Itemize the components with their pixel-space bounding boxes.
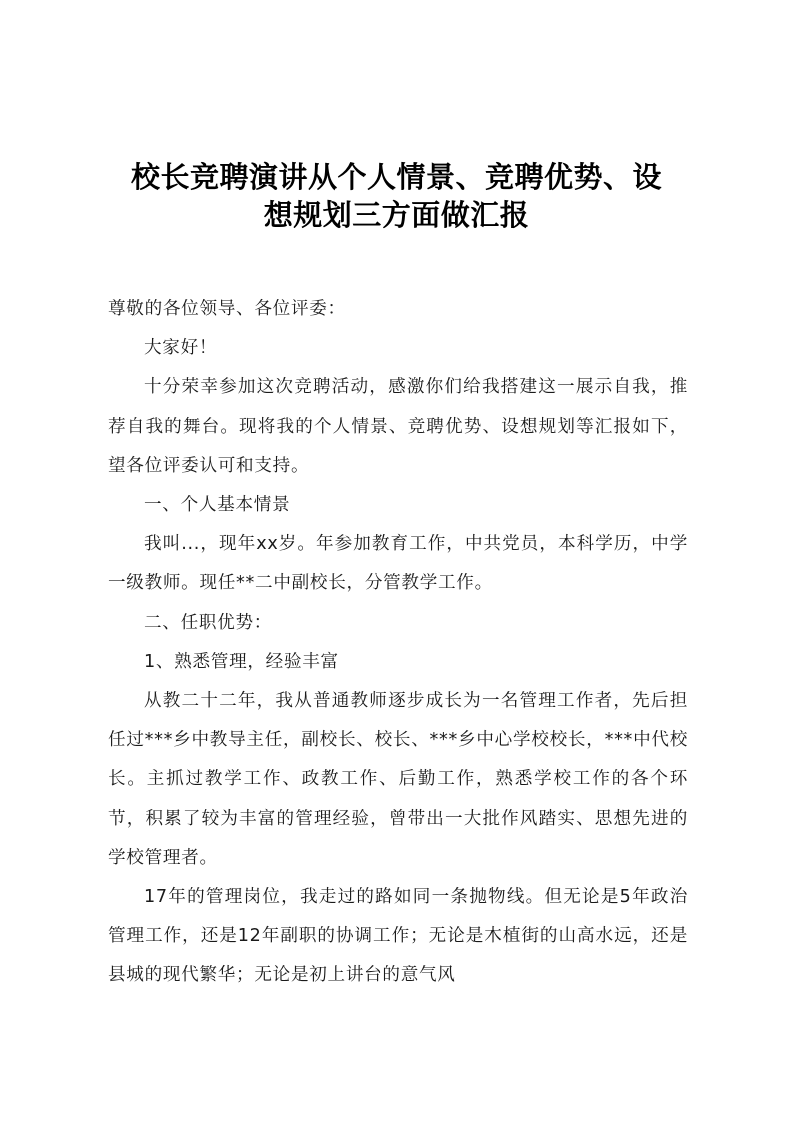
document-body (108, 290, 688, 996)
subsection-1-paragraph-1: 从教二十二年，我从普通教师逐步成长为一名管理工作者，先后担任过***乡中教导主任，副校长、校长、***乡中心学校校长，***中代校长。主抓过教学工作、政教工作、后勤工作，熟悉学校工作的各个环节，积累了较为丰富的管理经验，曾带出一大批作风踏实、思想先进的学校管理者。 (108, 691, 688, 868)
subsection-1-paragraph-2: 17年的管理岗位，我走过的路如同一条抛物线。但无论是5年政治管理工作，还是12年副职的协调工作；无论是木植街的山高水远，还是县城的现代繁华；无论是初上讲台的意气风 (108, 887, 688, 986)
intro-paragraph: 十分荣幸参加这次竞聘活动，感激你们给我搭建这一展示自我，推荐自我的舞台。现将我的个人情景、竞聘优势、设想规划等汇报如下，望各位评委认可和支持。 (108, 377, 688, 476)
greeting: 大家好！ (144, 338, 218, 359)
section-1-text: 我叫...，现年xx岁。年参加教育工作，中共党员，本科学历，中学一级教师。现任**二中副校长，分管教学工作。 (108, 534, 688, 594)
section-2-heading: 二、任职优势： (144, 612, 273, 633)
subsection-1-heading: 1、熟悉管理，经验丰富 (144, 651, 339, 672)
document-title (100, 158, 693, 234)
title-line-1: 校长竞聘演讲从个人情景、竞聘优势、设 (130, 160, 662, 194)
salutation: 尊敬的各位领导、各位评委： (108, 299, 346, 319)
section-1-heading: 一、个人基本情景 (144, 495, 291, 516)
title-line-2: 想规划三方面做汇报 (263, 198, 530, 232)
